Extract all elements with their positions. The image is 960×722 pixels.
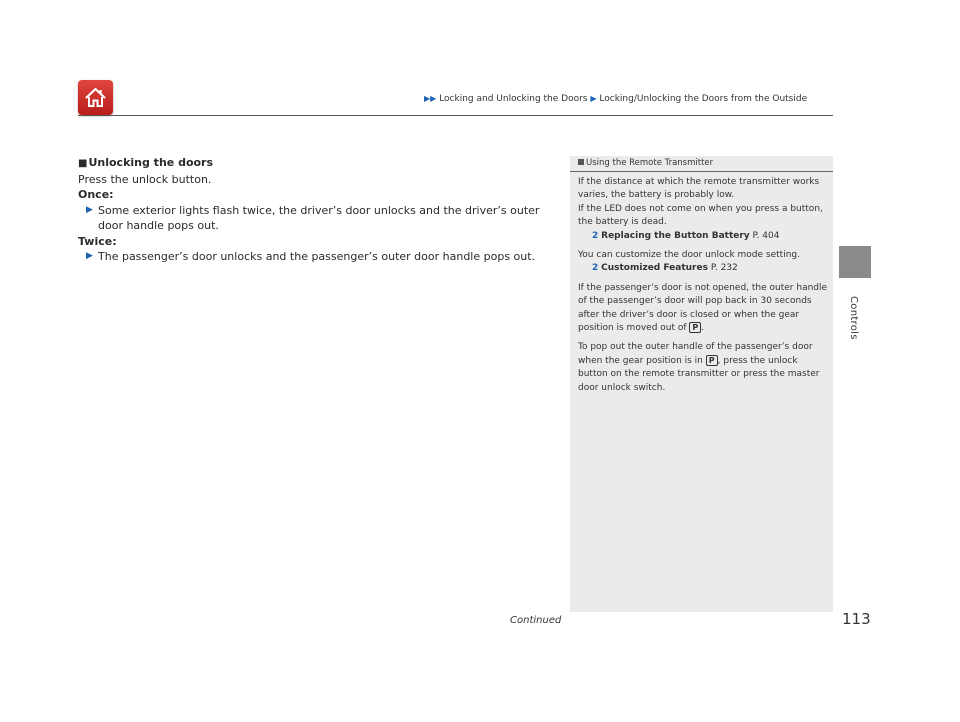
once-description: ▶ Some exterior lights flash twice, the driver’s door unlocks and the driver’s outer door handle pops out. (86, 203, 540, 232)
cross-reference-battery[interactable]: 2 Replacing the Button Battery P. 404 (592, 230, 780, 241)
sidebar-title: Using the Remote Transmitter (570, 158, 833, 168)
cross-reference-customized[interactable]: 2 Customized Features P. 232 (592, 263, 738, 274)
section-tab-marker[interactable] (839, 246, 871, 278)
sidebar-body (578, 176, 828, 395)
continued-label: Continued (510, 615, 562, 626)
double-arrow-icon: ▶▶ (424, 94, 437, 103)
gear-p-key-icon: P (706, 355, 718, 366)
once-label: Once: (78, 188, 114, 201)
main-content (78, 155, 564, 265)
intro-text: Press the unlock button. (78, 172, 212, 186)
sidebar-paragraph: You can customize the door unlock mode setting. (578, 250, 800, 261)
section-heading: ■Unlocking the doors (78, 156, 214, 169)
breadcrumb-item-2[interactable]: Locking/Unlocking the Doors from the Outside (599, 94, 808, 104)
home-icon (83, 85, 108, 110)
gear-p-key-icon: P (689, 322, 701, 333)
section-tab-label: Controls (848, 296, 859, 340)
reference-icon: 2 (592, 230, 599, 241)
note-marker-icon (578, 159, 584, 165)
arrow-pointer-icon: ▶ (86, 204, 93, 215)
twice-description: ▶ The passenger’s door unlocks and the passenger’s outer door handle pops out. (86, 250, 536, 263)
arrow-icon: ▶ (590, 94, 597, 103)
sidebar-paragraph: If the distance at which the remote transmitter works varies, the battery is probably low. (578, 177, 820, 201)
home-button[interactable] (78, 80, 113, 115)
breadcrumb (424, 94, 807, 104)
sidebar-paragraph: If the LED does not come on when you press a button, the battery is dead. (578, 203, 823, 228)
header-divider (78, 115, 833, 116)
twice-label: Twice: (78, 234, 117, 248)
reference-icon: 2 (592, 263, 599, 274)
breadcrumb-item-1[interactable]: Locking and Unlocking the Doors (439, 94, 588, 104)
square-bullet-icon: ■ (78, 158, 88, 169)
sidebar-paragraph: If the passenger’s door is not opened, the outer handle of the passenger’s door will pop back in 30 seconds after the driver’s door is closed or when the gear position is moved out of P . (578, 282, 828, 334)
arrow-pointer-icon: ▶ (86, 251, 93, 261)
note-sidebar (570, 156, 833, 612)
sidebar-paragraph: To pop out the outer handle of the passenger’s door when the gear position is in P , press the unlock button on the remote transmitter or press the master door unlock switch. (578, 342, 820, 393)
sidebar-divider (570, 171, 833, 172)
page-number: 113 (842, 610, 871, 628)
